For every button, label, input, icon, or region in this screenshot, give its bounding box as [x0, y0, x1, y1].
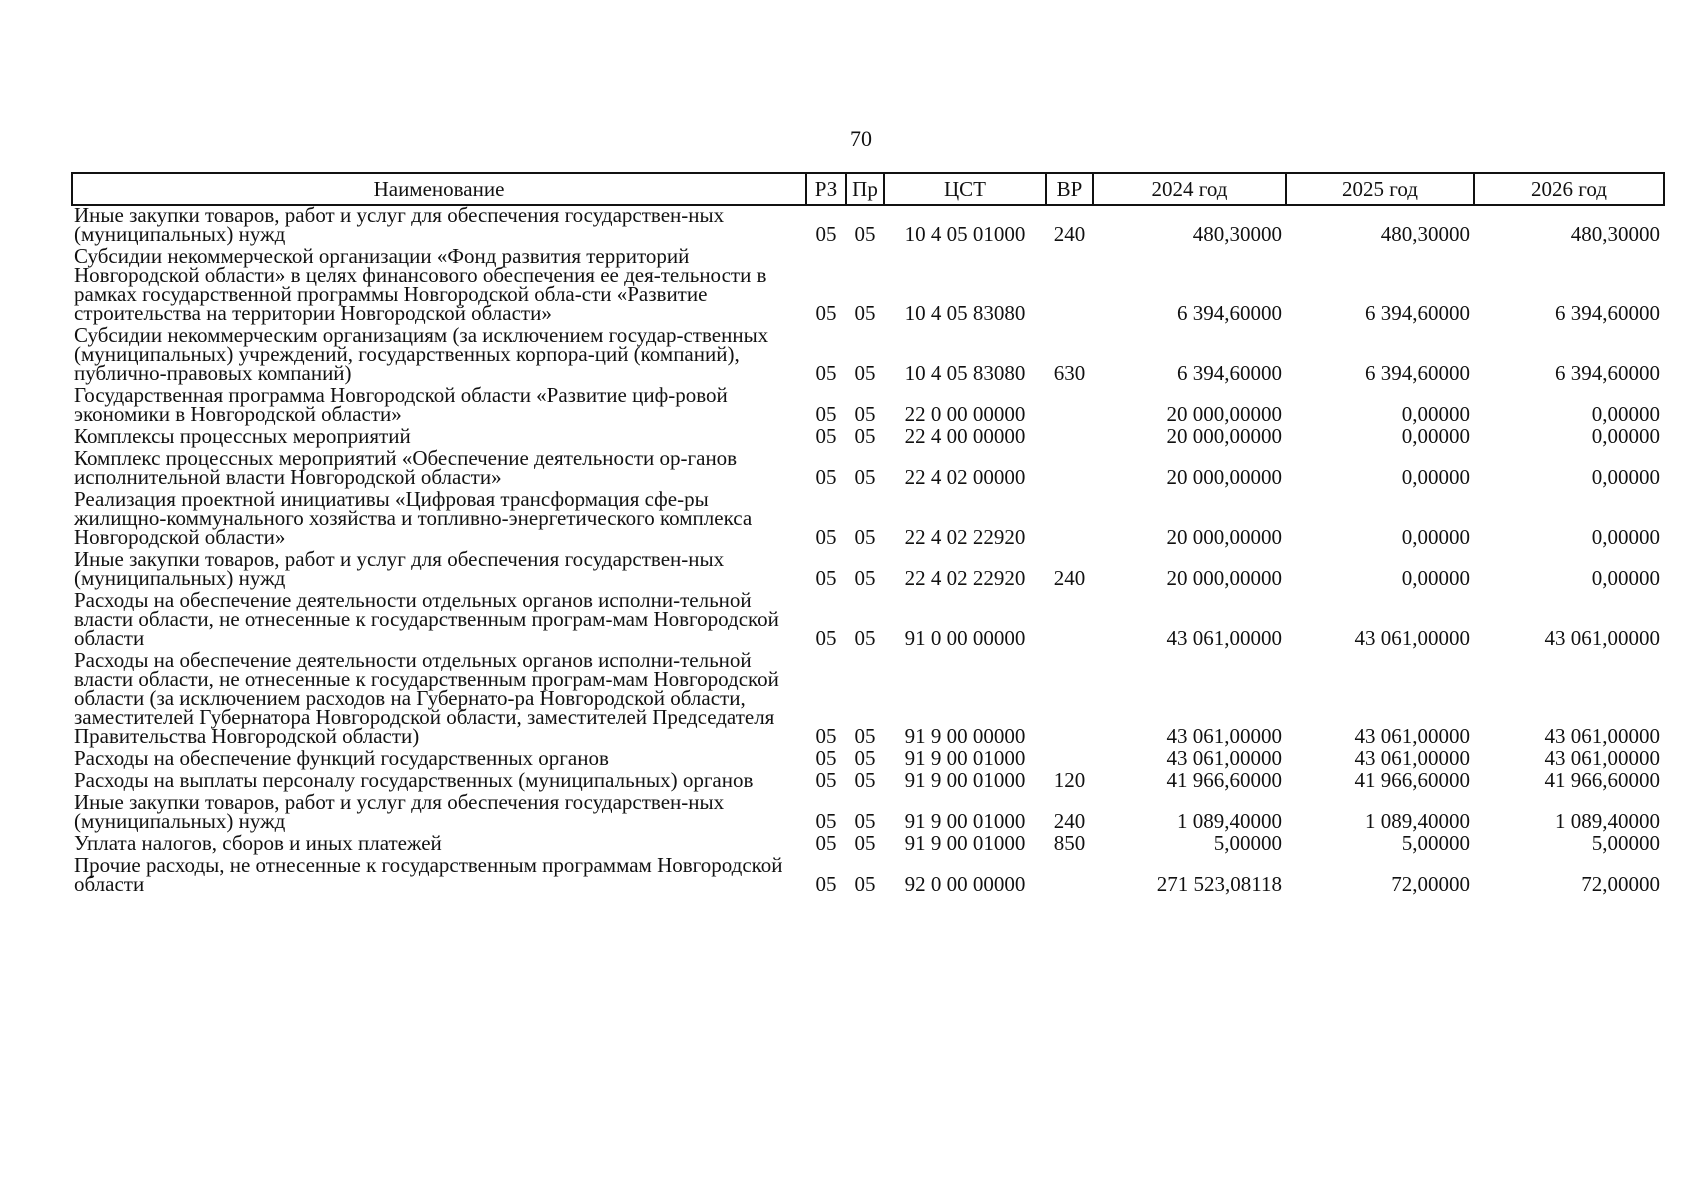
- row-amount-2026: 0,00000: [1591, 566, 1660, 590]
- table-row: [72, 790, 1664, 831]
- table-header-row: [72, 173, 1664, 205]
- row-amount-2024: 43 061,00000: [1166, 746, 1282, 770]
- row-pr: 05: [854, 626, 876, 650]
- row-pr: 05: [854, 724, 876, 748]
- row-amount-2024: 41 966,60000: [1166, 768, 1282, 792]
- row-amount-2024: 43 061,00000: [1166, 724, 1282, 748]
- row-vr: 630: [1053, 361, 1086, 385]
- row-pr: 05: [854, 831, 876, 855]
- row-name: Расходы на обеспечение функций государственных органов: [74, 746, 609, 770]
- row-cst: 22 4 02 22920: [904, 566, 1026, 590]
- row-amount-2025: 0,00000: [1401, 424, 1470, 448]
- row-rz: 05: [815, 566, 837, 590]
- row-vr: [1046, 383, 1093, 424]
- header-vr: ВР: [1046, 173, 1093, 205]
- row-cst: 22 4 02 00000: [904, 465, 1026, 489]
- row-amount-2026: 43 061,00000: [1544, 724, 1660, 748]
- row-cst: 10 4 05 83080: [904, 301, 1026, 325]
- row-amount-2024: 6 394,60000: [1177, 361, 1282, 385]
- row-rz: 05: [815, 724, 837, 748]
- row-pr: 05: [854, 768, 876, 792]
- row-cst: 91 9 00 01000: [904, 768, 1026, 792]
- row-name: Иные закупки товаров, работ и услуг для обеспечения государствен-ных (муниципальных) нужд: [74, 203, 725, 246]
- table-row: [72, 831, 1664, 853]
- row-name: Расходы на выплаты персоналу государственных (муниципальных) органов: [74, 768, 754, 792]
- header-2026: 2026 год: [1474, 173, 1664, 205]
- row-cst: 91 9 00 00000: [904, 724, 1026, 748]
- row-cst: 91 0 00 00000: [904, 626, 1026, 650]
- row-pr: 05: [854, 525, 876, 549]
- row-pr: 05: [854, 566, 876, 590]
- row-amount-2026: 0,00000: [1591, 465, 1660, 489]
- row-name: Субсидии некоммерческим организациям (за исключением государ-ственных (муниципальных) учреждений, государственных корпора-ций (компаний), публично-правовых компаний): [74, 323, 769, 385]
- table-row: [72, 588, 1664, 648]
- row-vr: [1046, 648, 1093, 746]
- table-row: [72, 323, 1664, 383]
- row-amount-2024: 1 089,40000: [1177, 809, 1282, 833]
- table-row: [72, 487, 1664, 547]
- table-row: [72, 768, 1664, 790]
- row-amount-2024: 20 000,00000: [1166, 465, 1282, 489]
- row-vr: [1046, 853, 1093, 894]
- row-cst: 92 0 00 00000: [904, 872, 1026, 896]
- row-name: Прочие расходы, не отнесенные к государственным программам Новгородской области: [74, 853, 783, 896]
- row-amount-2025: 41 966,60000: [1354, 768, 1470, 792]
- row-vr: [1046, 487, 1093, 547]
- row-name: Расходы на обеспечение деятельности отдельных органов исполни-тельной власти области, не отнесенные к государственным програм-мам Новгородской области (за исключением расходов на Губернато-ра Новгородской области, заместителей Губернатора Новгородской области, заместителей Председателя Правительства Новгородской области): [74, 648, 779, 748]
- row-pr: 05: [854, 465, 876, 489]
- header-2024: 2024 год: [1093, 173, 1286, 205]
- row-rz: 05: [815, 222, 837, 246]
- row-rz: 05: [815, 746, 837, 770]
- row-pr: 05: [854, 424, 876, 448]
- row-amount-2025: 1 089,40000: [1365, 809, 1470, 833]
- row-vr: 120: [1053, 768, 1086, 792]
- row-amount-2025: 0,00000: [1401, 465, 1470, 489]
- row-name: Иные закупки товаров, работ и услуг для обеспечения государствен-ных (муниципальных) нужд: [74, 790, 725, 833]
- row-cst: 10 4 05 01000: [904, 222, 1026, 246]
- row-rz: 05: [815, 809, 837, 833]
- row-rz: 05: [815, 525, 837, 549]
- row-amount-2026: 0,00000: [1591, 525, 1660, 549]
- table-row: [72, 853, 1664, 894]
- row-name: Расходы на обеспечение деятельности отдельных органов исполни-тельной власти области, не отнесенные к государственным програм-мам Новгородской области: [74, 588, 779, 650]
- table-row: [72, 547, 1664, 588]
- row-vr: 850: [1053, 831, 1086, 855]
- table-row: [72, 746, 1664, 768]
- row-amount-2025: 43 061,00000: [1354, 724, 1470, 748]
- row-amount-2025: 480,30000: [1380, 222, 1470, 246]
- table-row: [72, 244, 1664, 323]
- row-amount-2026: 0,00000: [1591, 402, 1660, 426]
- row-amount-2026: 72,00000: [1581, 872, 1660, 896]
- row-cst: 22 4 00 00000: [904, 424, 1026, 448]
- row-pr: 05: [854, 301, 876, 325]
- table-row: [72, 205, 1664, 244]
- header-pr: Пр: [846, 173, 884, 205]
- row-amount-2024: 6 394,60000: [1177, 301, 1282, 325]
- row-vr: [1046, 446, 1093, 487]
- row-amount-2026: 0,00000: [1591, 424, 1660, 448]
- row-amount-2025: 5,00000: [1401, 831, 1470, 855]
- row-amount-2025: 43 061,00000: [1354, 746, 1470, 770]
- row-amount-2024: 271 523,08118: [1156, 872, 1282, 896]
- row-rz: 05: [815, 301, 837, 325]
- header-cst: ЦСТ: [884, 173, 1046, 205]
- row-vr: [1046, 746, 1093, 768]
- header-2025: 2025 год: [1286, 173, 1474, 205]
- row-amount-2026: 43 061,00000: [1544, 746, 1660, 770]
- table-row: [72, 383, 1664, 424]
- row-pr: 05: [854, 222, 876, 246]
- row-cst: 91 9 00 01000: [904, 809, 1026, 833]
- row-name: Иные закупки товаров, работ и услуг для обеспечения государствен-ных (муниципальных) нужд: [74, 547, 725, 590]
- row-vr: [1046, 588, 1093, 648]
- row-rz: 05: [815, 768, 837, 792]
- row-pr: 05: [854, 872, 876, 896]
- row-amount-2026: 43 061,00000: [1544, 626, 1660, 650]
- budget-table: [71, 172, 1665, 894]
- row-amount-2024: 5,00000: [1213, 831, 1282, 855]
- row-rz: 05: [815, 626, 837, 650]
- page-number: 70: [850, 126, 872, 151]
- row-amount-2025: 6 394,60000: [1365, 301, 1470, 325]
- row-cst: 10 4 05 83080: [904, 361, 1026, 385]
- table-body: [72, 205, 1664, 894]
- row-amount-2025: 72,00000: [1391, 872, 1470, 896]
- row-rz: 05: [815, 872, 837, 896]
- row-vr: [1046, 244, 1093, 323]
- row-amount-2025: 43 061,00000: [1354, 626, 1470, 650]
- row-cst: 91 9 00 01000: [904, 831, 1026, 855]
- table-row: [72, 424, 1664, 446]
- row-name: Субсидии некоммерческой организации «Фонд развития территорий Новгородской области» в целях финансового обеспечения ее дея-тельности в рамках государственной программы Новгородской обла-сти «Развитие строительства на территории Новгородской области»: [74, 244, 767, 325]
- row-name: Комплекс процессных мероприятий «Обеспечение деятельности ор-ганов исполнительной власти Новгородской области»: [74, 446, 738, 489]
- row-amount-2024: 43 061,00000: [1166, 626, 1282, 650]
- row-pr: 05: [854, 361, 876, 385]
- row-name: Государственная программа Новгородской области «Развитие циф-ровой экономики в Новгородской области»: [74, 383, 728, 426]
- row-amount-2024: 20 000,00000: [1166, 525, 1282, 549]
- row-amount-2026: 6 394,60000: [1555, 361, 1660, 385]
- row-amount-2026: 6 394,60000: [1555, 301, 1660, 325]
- row-name: Комплексы процессных мероприятий: [74, 424, 411, 448]
- row-amount-2024: 20 000,00000: [1166, 566, 1282, 590]
- row-vr: 240: [1053, 222, 1086, 246]
- row-amount-2025: 6 394,60000: [1365, 361, 1470, 385]
- table-row: [72, 446, 1664, 487]
- row-pr: 05: [854, 746, 876, 770]
- row-cst: 91 9 00 01000: [904, 746, 1026, 770]
- row-vr: 240: [1053, 809, 1086, 833]
- row-rz: 05: [815, 402, 837, 426]
- row-amount-2026: 480,30000: [1570, 222, 1660, 246]
- row-rz: 05: [815, 831, 837, 855]
- row-rz: 05: [815, 361, 837, 385]
- row-vr: [1046, 424, 1093, 446]
- header-name: Наименование: [72, 173, 806, 205]
- row-name: Реализация проектной инициативы «Цифровая трансформация сфе-ры жилищно-коммунального хозяйства и топливно-энергетического комплекса Новгородской области»: [74, 487, 753, 549]
- header-rz: РЗ: [806, 173, 846, 205]
- row-pr: 05: [854, 809, 876, 833]
- row-rz: 05: [815, 465, 837, 489]
- table-row: [72, 648, 1664, 746]
- row-amount-2024: 480,30000: [1192, 222, 1282, 246]
- row-pr: 05: [854, 402, 876, 426]
- row-vr: 240: [1053, 566, 1086, 590]
- row-cst: 22 0 00 00000: [904, 402, 1026, 426]
- row-amount-2025: 0,00000: [1401, 566, 1470, 590]
- row-amount-2026: 1 089,40000: [1555, 809, 1660, 833]
- row-cst: 22 4 02 22920: [904, 525, 1026, 549]
- row-amount-2026: 41 966,60000: [1544, 768, 1660, 792]
- row-amount-2025: 0,00000: [1401, 525, 1470, 549]
- row-amount-2024: 20 000,00000: [1166, 424, 1282, 448]
- row-amount-2025: 0,00000: [1401, 402, 1470, 426]
- row-rz: 05: [815, 424, 837, 448]
- row-amount-2026: 5,00000: [1591, 831, 1660, 855]
- row-name: Уплата налогов, сборов и иных платежей: [74, 831, 442, 855]
- row-amount-2024: 20 000,00000: [1166, 402, 1282, 426]
